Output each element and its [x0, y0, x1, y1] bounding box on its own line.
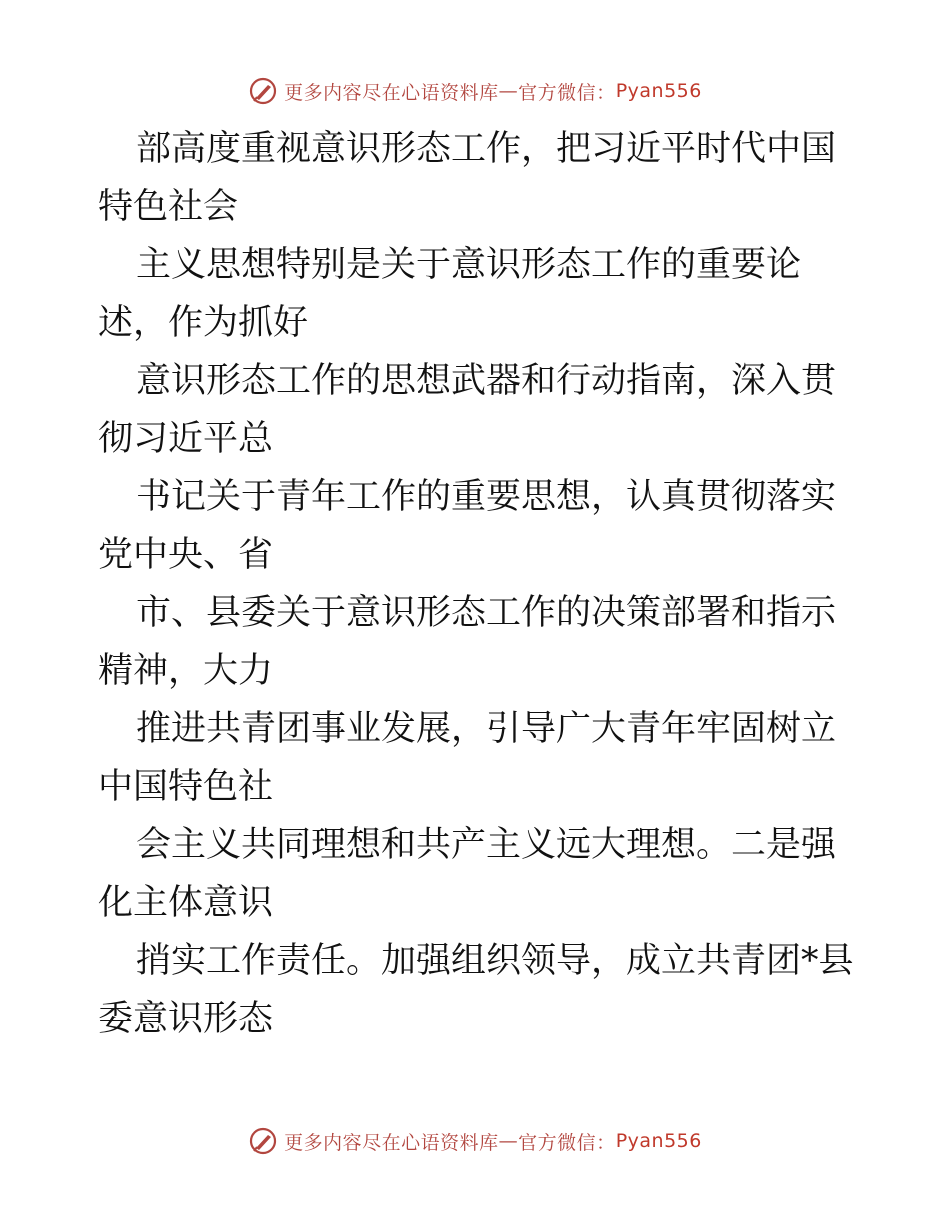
- paragraph-text: 意识形态工作的思想武器和行动指南，深入贯彻习近平总: [98, 361, 837, 459]
- paragraph-text: 部高度重视意识形态工作，把习近平时代中国特色社会: [98, 129, 837, 227]
- paragraph-text: 会主义共同理想和共产主义远大理想。二是强化主体意识: [98, 825, 837, 923]
- paragraph-text: 市、县委关于意识形态工作的决策部署和指示精神，大力: [98, 593, 837, 691]
- paragraph: [98, 932, 868, 1048]
- paragraph-text: 书记关于青年工作的重要思想，认真贯彻落实党中央、省: [98, 477, 837, 575]
- watermark-wechat-id: Pyan556: [615, 1130, 702, 1152]
- document-body: [98, 120, 868, 1048]
- watermark-wechat-label: 官方微信：: [518, 81, 616, 104]
- paragraph: [98, 584, 868, 700]
- footer-watermark: [0, 1124, 950, 1158]
- watermark-wechat-id: Pyan556: [615, 80, 702, 102]
- paragraph: [98, 236, 868, 352]
- paragraph-text: 捎实工作责任。加强组织领导，成立共青团*县委意识形态: [98, 941, 854, 1039]
- watermark-wechat-label: 官方微信：: [518, 1131, 616, 1154]
- quill-pen-logo-icon: [248, 76, 278, 106]
- paragraph-text: 推进共青团事业发展，引导广大青年牢固树立中国特色社: [98, 709, 837, 807]
- paragraph: [98, 120, 868, 236]
- watermark-separator: —: [498, 1130, 519, 1152]
- paragraph: [98, 816, 868, 932]
- paragraph-text: 主义思想特别是关于意识形态工作的重要论述，作为抓好: [98, 245, 802, 343]
- watermark-site-text: 更多内容尽在心语资料库: [284, 81, 499, 104]
- quill-pen-logo-icon: [248, 1126, 278, 1156]
- paragraph: [98, 700, 868, 816]
- header-watermark: [0, 74, 950, 108]
- paragraph: [98, 352, 868, 468]
- paragraph: [98, 468, 868, 584]
- watermark-separator: —: [498, 80, 519, 102]
- watermark-site-text: 更多内容尽在心语资料库: [284, 1131, 499, 1154]
